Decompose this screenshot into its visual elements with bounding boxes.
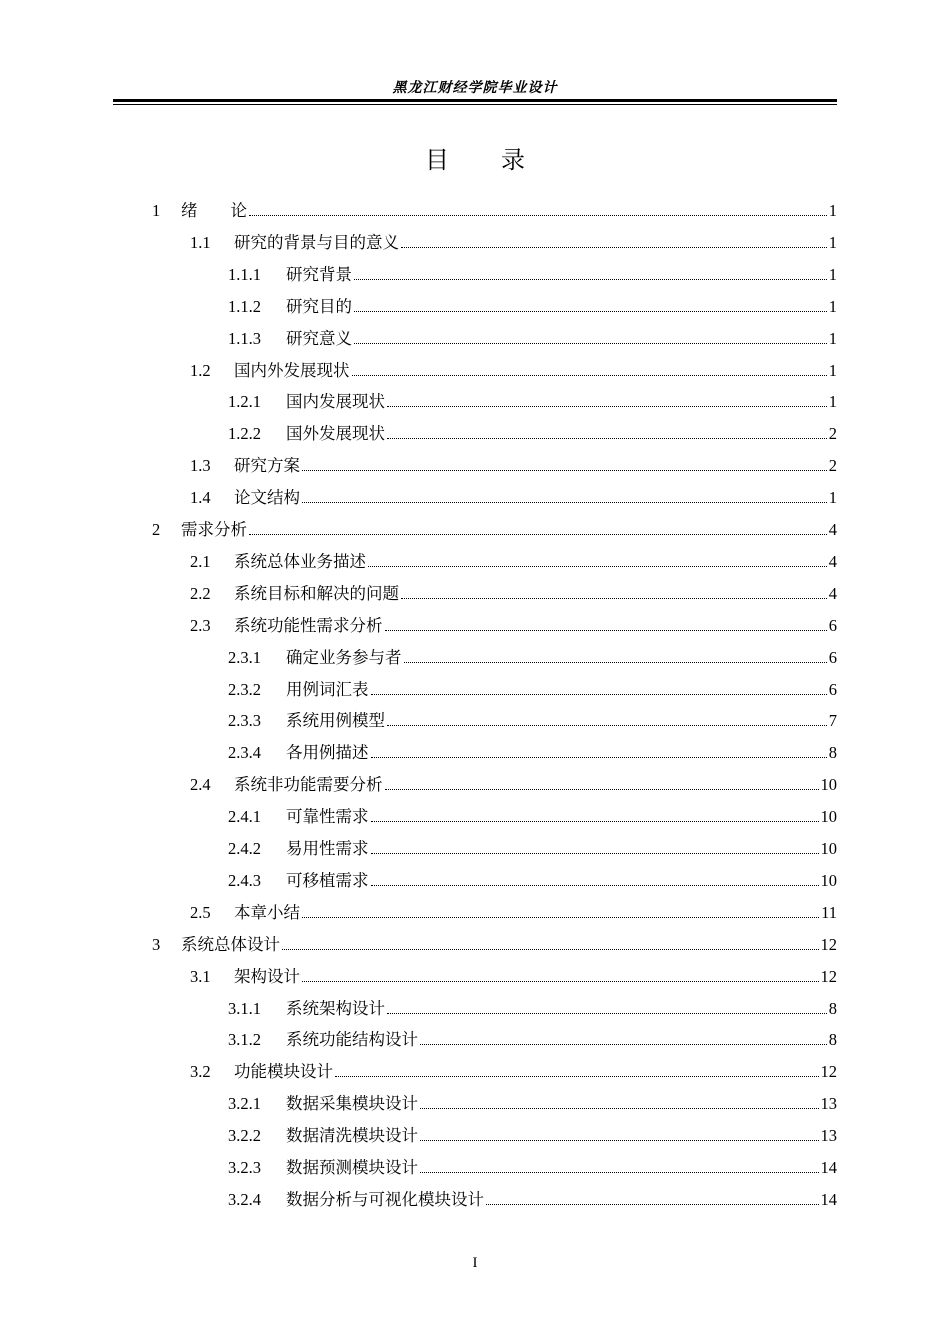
toc-entry-number: 2.4.3 <box>228 871 261 890</box>
toc-entry[interactable] <box>228 1122 837 1146</box>
toc-entry-label: 易用性需求 <box>286 839 369 858</box>
toc-dot-leader <box>371 693 827 695</box>
toc-dot-leader <box>401 597 827 599</box>
toc-entry-page-number: 1 <box>828 233 837 252</box>
toc-entry-page-number: 1 <box>828 329 837 348</box>
toc-entry-page-number: 12 <box>820 935 837 954</box>
toc-dot-leader <box>302 980 819 982</box>
page-header-title: 黑龙江财经学院毕业设计 <box>392 80 558 96</box>
toc-entry-number: 1.1.3 <box>228 329 261 348</box>
toc-entry-number: 2.4.2 <box>228 839 261 858</box>
toc-entry-label: 可靠性需求 <box>286 807 369 826</box>
toc-entry-page-number: 10 <box>820 839 837 858</box>
toc-entry-label: 系统功能结构设计 <box>286 1030 418 1049</box>
toc-entry-number: 2.1 <box>190 552 211 571</box>
toc-entry-label: 研究方案 <box>234 456 300 475</box>
toc-entry-page-number: 6 <box>828 616 837 635</box>
toc-dot-leader <box>387 405 827 407</box>
toc-dot-leader <box>404 661 827 663</box>
toc-entry[interactable] <box>228 803 837 827</box>
toc-entry-page-number: 1 <box>828 361 837 380</box>
toc-title: 目录 <box>425 146 577 174</box>
toc-entry-number: 2.3.2 <box>228 680 261 699</box>
toc-entry-label: 论文结构 <box>234 488 300 507</box>
toc-entry-number: 3 <box>152 935 161 954</box>
toc-entry-page-number: 13 <box>820 1094 837 1113</box>
toc-dot-leader <box>420 1043 827 1045</box>
toc-entry-page-number: 10 <box>820 871 837 890</box>
toc-entry-page-number: 4 <box>828 520 837 539</box>
toc-entry[interactable] <box>190 548 837 572</box>
toc-entry-page-number: 14 <box>820 1158 837 1177</box>
toc-entry-number: 2 <box>152 520 161 539</box>
toc-entry[interactable] <box>152 516 837 540</box>
toc-entry-number: 1.2 <box>190 361 211 380</box>
toc-entry-label: 系统总体业务描述 <box>234 552 366 571</box>
toc-entry-label: 数据采集模块设计 <box>286 1094 418 1113</box>
toc-entry-page-number: 14 <box>820 1190 837 1209</box>
toc-dot-leader <box>385 629 827 631</box>
toc-dot-leader <box>354 278 827 280</box>
toc-dot-leader <box>420 1139 819 1141</box>
toc-entry-number: 2.3.1 <box>228 648 261 667</box>
toc-dot-leader <box>249 533 827 535</box>
toc-entry-label: 数据分析与可视化模块设计 <box>286 1190 484 1209</box>
toc-entry-number: 1.2.2 <box>228 424 261 443</box>
toc-entry-number: 2.2 <box>190 584 211 603</box>
toc-entry-page-number: 8 <box>828 1030 837 1049</box>
toc-entry-number: 3.2 <box>190 1062 211 1081</box>
toc-entry-page-number: 1 <box>828 265 837 284</box>
toc-dot-leader <box>354 342 827 344</box>
toc-entry-number: 2.5 <box>190 903 211 922</box>
toc-entry-number: 2.3 <box>190 616 211 635</box>
toc-dot-leader <box>387 437 827 439</box>
toc-entry-number: 3.1 <box>190 967 211 986</box>
toc-entry-label: 确定业务参与者 <box>286 648 402 667</box>
toc-entry[interactable] <box>228 676 837 700</box>
toc-entry-label: 研究背景 <box>286 265 352 284</box>
toc-entry[interactable] <box>190 229 837 253</box>
toc-entry-page-number: 7 <box>828 711 837 730</box>
page-footer-number: I <box>472 1255 478 1271</box>
toc-entry[interactable] <box>190 452 837 476</box>
toc-entry-page-number: 1 <box>828 392 837 411</box>
toc-entry-label: 数据清洗模块设计 <box>286 1126 418 1145</box>
toc-dot-leader <box>302 501 827 503</box>
toc-entry-page-number: 8 <box>828 999 837 1018</box>
toc-dot-leader <box>385 788 819 790</box>
toc-entry[interactable] <box>228 325 837 349</box>
toc-dot-leader <box>249 214 827 216</box>
toc-entry[interactable] <box>228 739 837 763</box>
toc-dot-leader <box>387 724 827 726</box>
toc-dot-leader <box>302 469 827 471</box>
toc-entry-number: 1.1.2 <box>228 297 261 316</box>
toc-dot-leader <box>371 884 819 886</box>
toc-entry-page-number: 8 <box>828 743 837 762</box>
toc-entry-label: 系统非功能需要分析 <box>234 775 383 794</box>
toc-entry-number: 3.2.2 <box>228 1126 261 1145</box>
toc-entry-page-number: 1 <box>828 488 837 507</box>
toc-entry[interactable] <box>228 293 837 317</box>
toc-entry-page-number: 2 <box>828 456 837 475</box>
toc-entry-number: 2.3.3 <box>228 711 261 730</box>
toc-entry[interactable] <box>190 771 837 795</box>
toc-entry-number: 1.2.1 <box>228 392 261 411</box>
toc-entry-page-number: 1 <box>828 297 837 316</box>
toc-entry-number: 3.2.3 <box>228 1158 261 1177</box>
toc-entry[interactable] <box>228 995 837 1019</box>
toc-dot-leader <box>371 756 827 758</box>
toc-entry-label: 研究意义 <box>286 329 352 348</box>
toc-entry-page-number: 12 <box>820 1062 837 1081</box>
toc-entry-number: 2.4.1 <box>228 807 261 826</box>
toc-entry[interactable] <box>228 420 837 444</box>
toc-entry[interactable] <box>190 357 837 381</box>
toc-entry-label: 国内外发展现状 <box>234 361 350 380</box>
toc-entry-label: 用例词汇表 <box>286 680 369 699</box>
toc-entry[interactable] <box>228 261 837 285</box>
toc-entry-number: 2.3.4 <box>228 743 261 762</box>
toc-entry-label: 需求分析 <box>181 520 247 539</box>
toc-dot-leader <box>420 1107 819 1109</box>
toc-entry-label: 本章小结 <box>234 903 300 922</box>
toc-entry-number: 2.4 <box>190 775 211 794</box>
toc-dot-leader <box>368 565 827 567</box>
toc-entry-label: 研究目的 <box>286 297 352 316</box>
toc-entry-page-number: 6 <box>828 648 837 667</box>
toc-dot-leader <box>282 948 819 950</box>
toc-entry[interactable] <box>152 197 837 221</box>
toc-entry-page-number: 11 <box>821 903 837 922</box>
toc-entry[interactable] <box>152 931 837 955</box>
toc-entry[interactable] <box>228 1026 837 1050</box>
toc-dot-leader <box>371 820 819 822</box>
toc-entry-page-number: 1 <box>828 201 837 220</box>
toc-entry-label: 系统架构设计 <box>286 999 385 1018</box>
toc-entry[interactable] <box>228 388 837 412</box>
toc-entry-label: 系统总体设计 <box>181 935 280 954</box>
toc-entry-number: 3.1.2 <box>228 1030 261 1049</box>
toc-entry[interactable] <box>228 644 837 668</box>
toc-entry[interactable] <box>228 1090 837 1114</box>
toc-entry-page-number: 10 <box>820 775 837 794</box>
header-rule-thin <box>113 104 837 105</box>
toc-entry-label: 功能模块设计 <box>234 1062 333 1081</box>
toc-entry-number: 1 <box>152 201 161 220</box>
toc-entry[interactable] <box>228 835 837 859</box>
toc-entry-label: 国内发展现状 <box>286 392 385 411</box>
toc-entry-number: 3.2.4 <box>228 1190 261 1209</box>
toc-entry[interactable] <box>190 1058 837 1082</box>
toc-entry-label: 数据预测模块设计 <box>286 1158 418 1177</box>
toc-dot-leader <box>354 310 827 312</box>
toc-dot-leader <box>420 1171 819 1173</box>
toc-entry[interactable] <box>190 580 837 604</box>
toc-entry[interactable] <box>190 899 837 923</box>
toc-entry-label: 国外发展现状 <box>286 424 385 443</box>
toc-entry-page-number: 4 <box>828 552 837 571</box>
toc-entry-number: 1.1 <box>190 233 211 252</box>
toc-entry[interactable] <box>228 1186 837 1210</box>
toc-entry-label: 研究的背景与目的意义 <box>234 233 399 252</box>
toc-entry-number: 1.4 <box>190 488 211 507</box>
toc-entry-label: 系统功能性需求分析 <box>234 616 383 635</box>
toc-entry[interactable] <box>190 484 837 508</box>
toc-entry[interactable] <box>228 867 837 891</box>
toc-entry[interactable] <box>228 1154 837 1178</box>
toc-dot-leader <box>371 852 819 854</box>
toc-dot-leader <box>302 916 819 918</box>
toc-entry-number: 3.1.1 <box>228 999 261 1018</box>
toc-dot-leader <box>401 246 827 248</box>
toc-entry-number: 1.3 <box>190 456 211 475</box>
toc-entry[interactable] <box>190 963 837 987</box>
toc-entry-label: 架构设计 <box>234 967 300 986</box>
toc-entry-label: 系统目标和解决的问题 <box>234 584 399 603</box>
toc-dot-leader <box>486 1203 819 1205</box>
toc-entry-page-number: 10 <box>820 807 837 826</box>
toc-entry-number: 3.2.1 <box>228 1094 261 1113</box>
toc-dot-leader <box>335 1075 819 1077</box>
toc-entry-number: 1.1.1 <box>228 265 261 284</box>
toc-entry-label: 绪 论 <box>181 201 247 220</box>
toc-dot-leader <box>387 1012 827 1014</box>
toc-entry-label: 各用例描述 <box>286 743 369 762</box>
toc-entry-page-number: 6 <box>828 680 837 699</box>
toc-entry-label: 可移植需求 <box>286 871 369 890</box>
toc-entry-page-number: 12 <box>820 967 837 986</box>
toc-entry-page-number: 4 <box>828 584 837 603</box>
toc-entry-label: 系统用例模型 <box>286 711 385 730</box>
toc-entry[interactable] <box>190 612 837 636</box>
toc-dot-leader <box>352 374 827 376</box>
toc-entry-page-number: 13 <box>820 1126 837 1145</box>
header-rule-thick <box>113 99 837 102</box>
toc-entry-page-number: 2 <box>828 424 837 443</box>
toc-entry[interactable] <box>228 707 837 731</box>
